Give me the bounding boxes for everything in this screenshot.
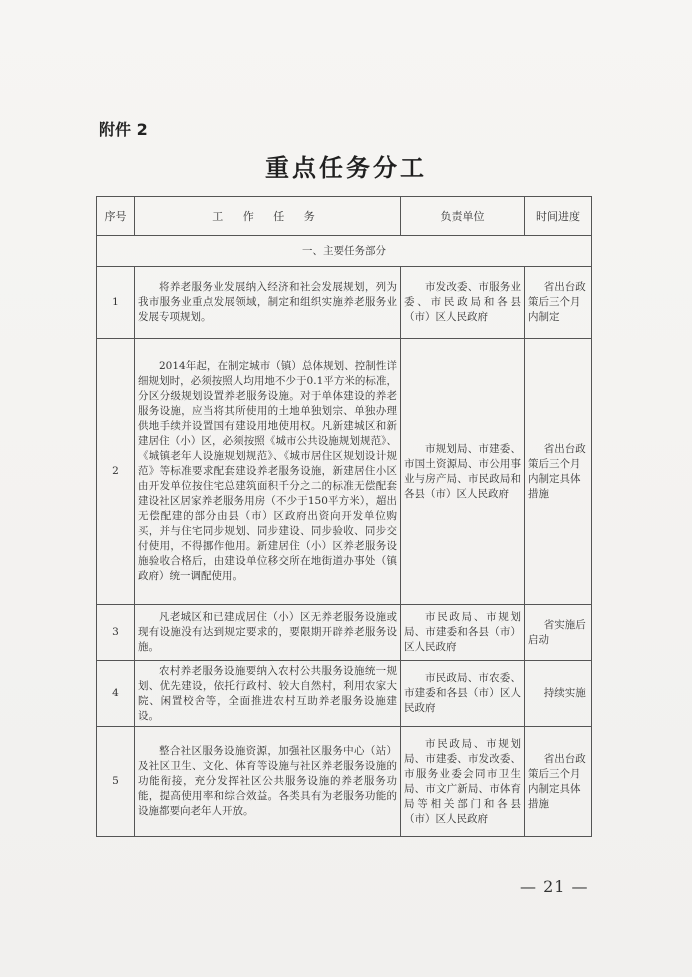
row-time: 省出台政策后三个月内制定具体措施 (525, 339, 592, 605)
row-dept: 市规划局、市建委、市国土资源局、市公用事业与房产局、市民政局和各县（市）区人民政府 (401, 339, 525, 605)
row-dept: 市民政局、市规划局、市建委和各县（市）区人民政府 (401, 605, 525, 661)
table-row (97, 267, 592, 339)
page-title: 重点任务分工 (265, 154, 427, 182)
table-header-row (97, 197, 592, 236)
section-heading: 一、主要任务部分 (97, 236, 592, 267)
task-table (96, 196, 592, 837)
row-no: 2 (97, 339, 135, 605)
row-task: 凡老城区和已建成居住（小）区无养老服务设施或现有设施没有达到规定要求的，要限期开辟养老服务设施。 (135, 605, 401, 661)
row-dept: 市民政局、市规划局、市建委、市发改委、市服务业委会同市卫生局、市文广新局、市体育局等相关部门和各县（市）区人民政府 (401, 727, 525, 837)
row-task: 将养老服务业发展纳入经济和社会发展规划，列为我市服务业重点发展领域，制定和组织实施养老服务业发展专项规划。 (135, 267, 401, 339)
row-task: 2014年起，在制定城市（镇）总体规划、控制性详细规划时，必须按照人均用地不少于0.1平方米的标准，分区分级规划设置养老服务设施。对于单体建设的养老服务设施，应当将其所使用的土地单独划宗、单独办理供地手续并设置国有建设用地使用权。凡新建城区和新建居住（小）区，必须按照《城市公共设施规划规范》、《城镇老年人设施规划规范》、《城市居住区规划设计规范》等标准要求配套建设养老服务设施，新建居住小区由开发单位按住宅总建筑面积千分之二的标准无偿配套建设社区居家养老服务用房（不少于150平方米），超出无偿配建的部分由县（市）区政府出资向开发单位购买，并与住宅同步规划、同步建设、同步验收、同步交付使用，不得挪作他用。新建居住（小）区养老服务设施验收合格后，由建设单位移交所在地街道办事处（镇政府）统一调配使用。 (135, 339, 401, 605)
row-no: 1 (97, 267, 135, 339)
table-row (97, 661, 592, 727)
row-task: 农村养老服务设施要纳入农村公共服务设施统一规划、优先建设，依托行政村、较大自然村，利用农家大院、闲置校舍等，全面推进农村互助养老服务设施建设。 (135, 661, 401, 727)
attachment-label: 附件 2 (99, 120, 148, 139)
header-no: 序号 (97, 197, 135, 236)
header-time: 时间进度 (525, 197, 592, 236)
row-no: 5 (97, 727, 135, 837)
row-dept: 市发改委、市服务业委、市民政局和各县（市）区人民政府 (401, 267, 525, 339)
row-time: 省出台政策后三个月内制定 (525, 267, 592, 339)
row-task: 整合社区服务设施资源，加强社区服务中心（站）及社区卫生、文化、体育等设施与社区养老服务设施的功能衔接，充分发挥社区公共服务设施的养老服务功能，提高使用率和综合效益。各类具有为老服务功能的设施都要向老年人开放。 (135, 727, 401, 837)
page-number: — 21 — (520, 877, 589, 896)
header-dept: 负责单位 (401, 197, 525, 236)
row-time: 省出台政策后三个月内制定具体措施 (525, 727, 592, 837)
row-no: 3 (97, 605, 135, 661)
section-row (97, 236, 592, 267)
row-time: 持续实施 (525, 661, 592, 727)
header-task: 工 作 任 务 (135, 197, 401, 236)
row-no: 4 (97, 661, 135, 727)
table-row (97, 605, 592, 661)
row-time: 省实施后启动 (525, 605, 592, 661)
table-row (97, 339, 592, 605)
row-dept: 市民政局、市农委、市建委和各县（市）区人民政府 (401, 661, 525, 727)
table-row (97, 727, 592, 837)
